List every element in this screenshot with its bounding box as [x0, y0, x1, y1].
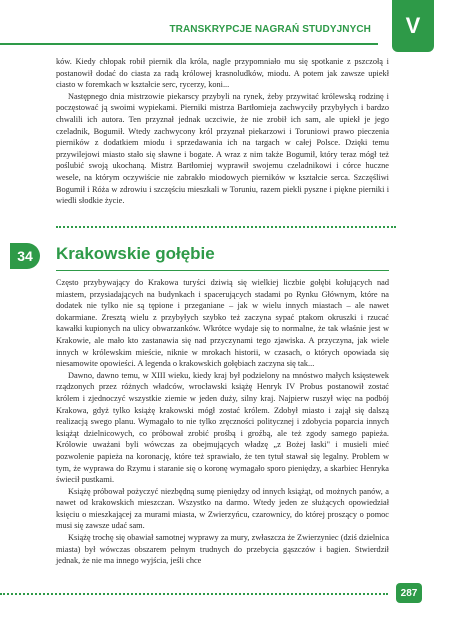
- section-number-badge: [10, 243, 40, 269]
- header-rule: [0, 43, 378, 45]
- page-number-badge: [396, 583, 422, 603]
- paragraph: Często przybywający do Krakowa turyści dziwią się wielkiej liczbie gołębi kołujących nad miastem, przysiadających na budynkach i spacerujących stadami po Rynku Głównym, które na dodatek nie tylko nie są tępione i przeganiane – jak w wielu innych miastach – ale nawet dokarmiane. Zresztą wielu z przybyłych szybko też zaczyna sypać ptakom okruszki i rzucać kawałki kupionych na ulicy obwarzanków. Wkrótce wydaje się to normalne, że tak właśnie jest w Krakowie, ale mało kto zastanawia się nad przyczynami tego zjawiska. A przyczyna, jak wiele innych w królewskim mieście, niknie w mrokach historii, w czasach, o których opowiada się niesamowite opowieści. A legenda o krakowskich gołębiach zaczyna się tak...: [56, 278, 389, 369]
- page-number: 287: [400, 587, 418, 599]
- footer-divider: [0, 593, 388, 595]
- paragraph: ków. Kiedy chłopak robił piernik dla króla, nagle przypomniało mu się spotkanie z pszczołą i postanowił dodać do ciasta za radą królowej krasnoludków, miodu. A potem jak zawsze upiekł ciasto w foremkach w kształcie serc, rycerzy, koni...: [56, 57, 389, 90]
- paragraph: Książę trochę się obawiał samotnej wyprawy za mury, zwłaszcza że Zwierzyniec (dziś dzielnica miasta) był wówczas obszarem pełnym trudnych do przebycia gąszczów i bagien. Stwierdził jednak, że nie ma innego wyjścia, jeśli chce: [56, 533, 389, 566]
- chapter-tab: [392, 0, 434, 52]
- section-divider: [56, 226, 396, 228]
- paragraph: Następnego dnia mistrzowie piekarscy przybyli na rynek, żeby przywitać królewską rodzinę i poczęstować ją swoimi wypiekami. Pierniki mistrza Bartłomieja zachwyciły przybyłych i bardzo chwalili ich autora. Ten przyznał jednak uczciwie, że nie zrobił ich sam, ale upiekł je jego czeladnik, Bogumił. Wtedy zachwycony król przyznał piekarzowi i Toruniowi prawo pieczenia pierników z dodatkiem miodu i sprzedawania ich na targach w całej Polsce. Dzięki temu przywilejowi miasto stało się sławne i bogate. A wraz z nim także Bogumił, który teraz mógł też poślubić swoją ukochaną. Mistrz Bartłomiej wyprawił swojemu czeladnikowi i córce huczne wesele, na którym oczywiście nie zabrakło miodowych pierników w kształcie serca. Szczęśliwi Bogumił i Róża w zdrowiu i szczęściu mieszkali w Toruniu, razem piekli pyszne i piękne pierniki i wiedli słodkie życie.: [56, 91, 389, 206]
- story-text: [56, 277, 389, 567]
- paragraph: Dawno, dawno temu, w XIII wieku, kiedy kraj był podzielony na mnóstwo małych księstewek rządzonych przez różnych władców, wrocławski książę Henryk IV Probus postanowił zostać królem i zjednoczyć wszystkie ziemie w jeden duży, silny kraj. Najpierw ruszył więc na podbój Krakowa, gdyż tylko książę krakowski mógł zostać królem. Zdobył miasto i zajął się dalszą realizacją swego planu. Wymagało to nie tylko zręczności politycznej i zdobycia poparcia innych książąt dzielnicowych, co próbował zrobić prośbą i groźbą, ale też zgody samego papieża. Królowie uważani byli wówczas za obejmujących władzę „z Bożej łaski" i musieli mieć pozwolenie papieża na koronację, które też sprawiało, że ten tytuł stawał się legalny. Problem w tym, że wyprawa do Rzymu i staranie się o koronę wymagało sporo pieniędzy, a skarbiec Henryka świecił pustkami.: [56, 370, 389, 485]
- title-underline: [56, 270, 389, 271]
- chapter-label: V: [405, 13, 421, 38]
- section-title: Krakowskie gołębie: [56, 244, 215, 263]
- running-header-title: TRANSKRYPCJE NAGRAŃ STUDYJNYCH: [169, 24, 371, 35]
- previous-story-text: [56, 56, 389, 207]
- section-number: 34: [17, 248, 33, 264]
- paragraph: Książę próbował pożyczyć niezbędną sumę pieniędzy od innych książąt, od możnych panów, a nawet od krakowskich mieszczan. Wszystko na darmo. Wtedy jeden ze służących opowiedział księciu o mieszkającej za murami miasta, w Zwierzyńcu, czarownicy, do której proszący o pomoc musi się zawsze udać sam.: [56, 486, 389, 531]
- page-header: [0, 0, 453, 44]
